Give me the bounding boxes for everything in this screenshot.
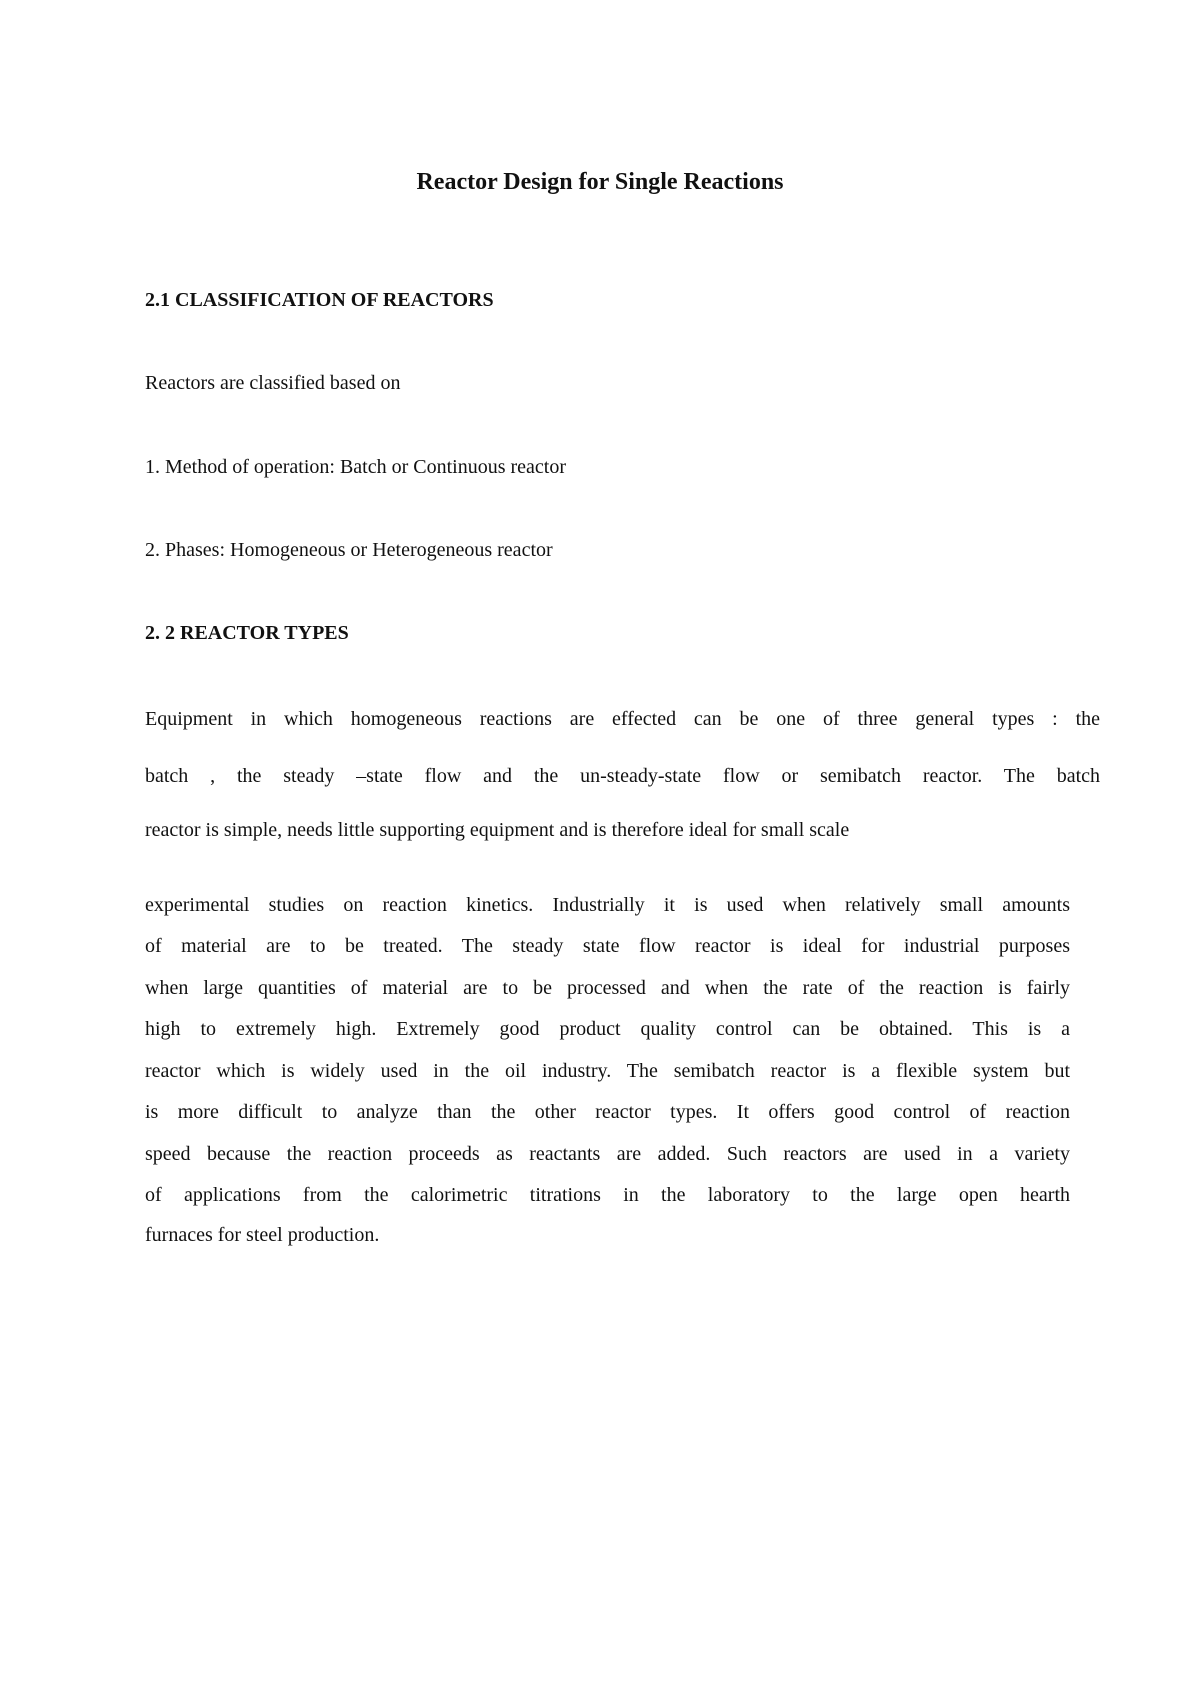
- paragraph-2-line: of material are to be treated. The steady state flow reactor is ideal for industrial purposes: [145, 935, 1070, 957]
- paragraph-2-line: speed because the reaction proceeds as reactants are added. Such reactors are used in a variety: [145, 1143, 1070, 1165]
- paragraph-1-line: batch , the steady –state flow and the un-steady-state flow or semibatch reactor. The batch: [145, 765, 1100, 787]
- paragraph-2-line: is more difficult to analyze than the other reactor types. It offers good control of reaction: [145, 1101, 1070, 1123]
- classification-item-1: 1. Method of operation: Batch or Continuous reactor: [145, 456, 567, 478]
- paragraph-2-line: reactor which is widely used in the oil industry. The semibatch reactor is a flexible system but: [145, 1060, 1070, 1082]
- paragraph-2-line: experimental studies on reaction kinetics. Industrially it is used when relatively small amounts: [145, 894, 1070, 916]
- paragraph-2-line: when large quantities of material are to be processed and when the rate of the reaction is fairly: [145, 977, 1070, 999]
- classification-intro: Reactors are classified based on: [145, 372, 401, 394]
- page-title: Reactor Design for Single Reactions: [416, 169, 784, 195]
- paragraph-2-line: furnaces for steel production.: [145, 1224, 380, 1246]
- paragraph-1-line: Equipment in which homogeneous reactions are effected can be one of three general types : the: [145, 708, 1100, 730]
- classification-item-2: 2. Phases: Homogeneous or Heterogeneous reactor: [145, 539, 553, 561]
- paragraph-2-line: high to extremely high. Extremely good product quality control can be obtained. This is a: [145, 1018, 1070, 1040]
- paragraph-1-line: reactor is simple, needs little supporting equipment and is therefore ideal for small scale: [145, 819, 850, 841]
- paragraph-2-line: of applications from the calorimetric titrations in the laboratory to the large open hearth: [145, 1184, 1070, 1206]
- section-heading-classification: 2.1 CLASSIFICATION OF REACTORS: [145, 289, 494, 311]
- section-heading-reactor-types: 2. 2 REACTOR TYPES: [145, 622, 349, 644]
